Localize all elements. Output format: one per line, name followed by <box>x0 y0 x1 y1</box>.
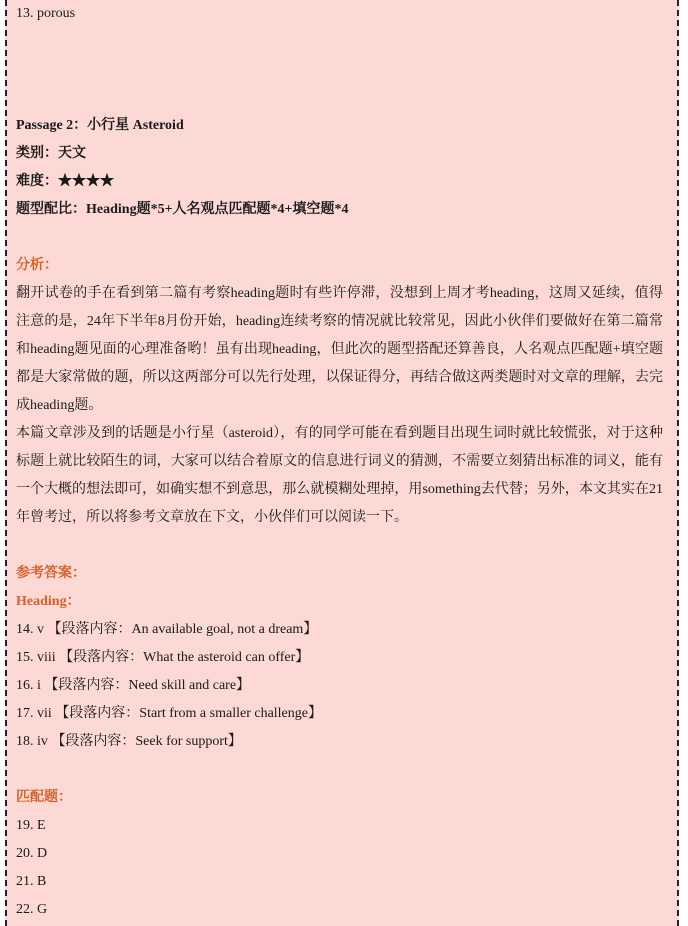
spacer <box>16 756 663 784</box>
passage-question-types: 题型配比：Heading题*5+人名观点匹配题*4+填空题*4 <box>16 202 349 217</box>
heading-section-label: Heading： <box>16 594 81 609</box>
analysis-paragraph-1: 翻开试卷的手在看到第二篇有考察heading题时有些许停滞，没想到上周才考heading，这周又延续，值得注意的是，24年下半年8月份开始，heading连续考察的情况就比较常见，因此小伙伴们要做好在第二篇常和heading题见面的心理准备哟！虽有出现heading，但此次的题型搭配还算善良，人名观点匹配题+填空题都是大家常做的题，所以这两部分可以先行处理，以保证得分，再结合做这两类题时对文章的理解，去完成heading题。 <box>16 286 663 413</box>
spacer <box>16 28 663 112</box>
analysis-paragraph-2: 本篇文章涉及到的话题是小行星（asteroid），有的同学可能在看到题目出现生词时就比较慌张，对于这种标题上就比较陌生的词，大家可以结合着原文的信息进行词义的猜测，不需要立刻猜出标准的词义，能有一个大概的想法即可，如确实想不到意思，那么就模糊处理掉，用something去代替；另外，本文其实在21年曾考过，所以将参考文章放在下文，小伙伴们可以阅读一下。 <box>16 426 663 525</box>
spacer <box>16 224 663 252</box>
answer-item-14: 14. v 【段落内容：An available goal, not a dream】 <box>16 622 318 637</box>
passage-title: Passage 2：小行星 Asteroid <box>16 118 184 133</box>
answer-item-18: 18. iv 【段落内容：Seek for support】 <box>16 734 242 749</box>
answer-item-21: 21. B <box>16 874 47 889</box>
document-page <box>5 0 679 926</box>
passage-category: 类别：天文 <box>16 146 86 161</box>
answer-item-16: 16. i 【段落内容：Need skill and care】 <box>16 678 251 693</box>
answer-item-22: 22. G <box>16 902 48 917</box>
answer-item-15: 15. viii 【段落内容：What the asteroid can offer】 <box>16 650 310 665</box>
analysis-heading: 分析： <box>16 258 58 273</box>
answers-heading: 参考答案： <box>16 566 86 581</box>
answer-item-20: 20. D <box>16 846 48 861</box>
spacer <box>16 532 663 560</box>
answer-item-13: 13. porous <box>16 6 76 21</box>
answer-item-19: 19. E <box>16 818 46 833</box>
passage-difficulty: 难度：★★★★ <box>16 174 114 189</box>
matching-section-label: 匹配题： <box>16 790 72 805</box>
answer-item-17: 17. vii 【段落内容：Start from a smaller challenge】 <box>16 706 322 721</box>
